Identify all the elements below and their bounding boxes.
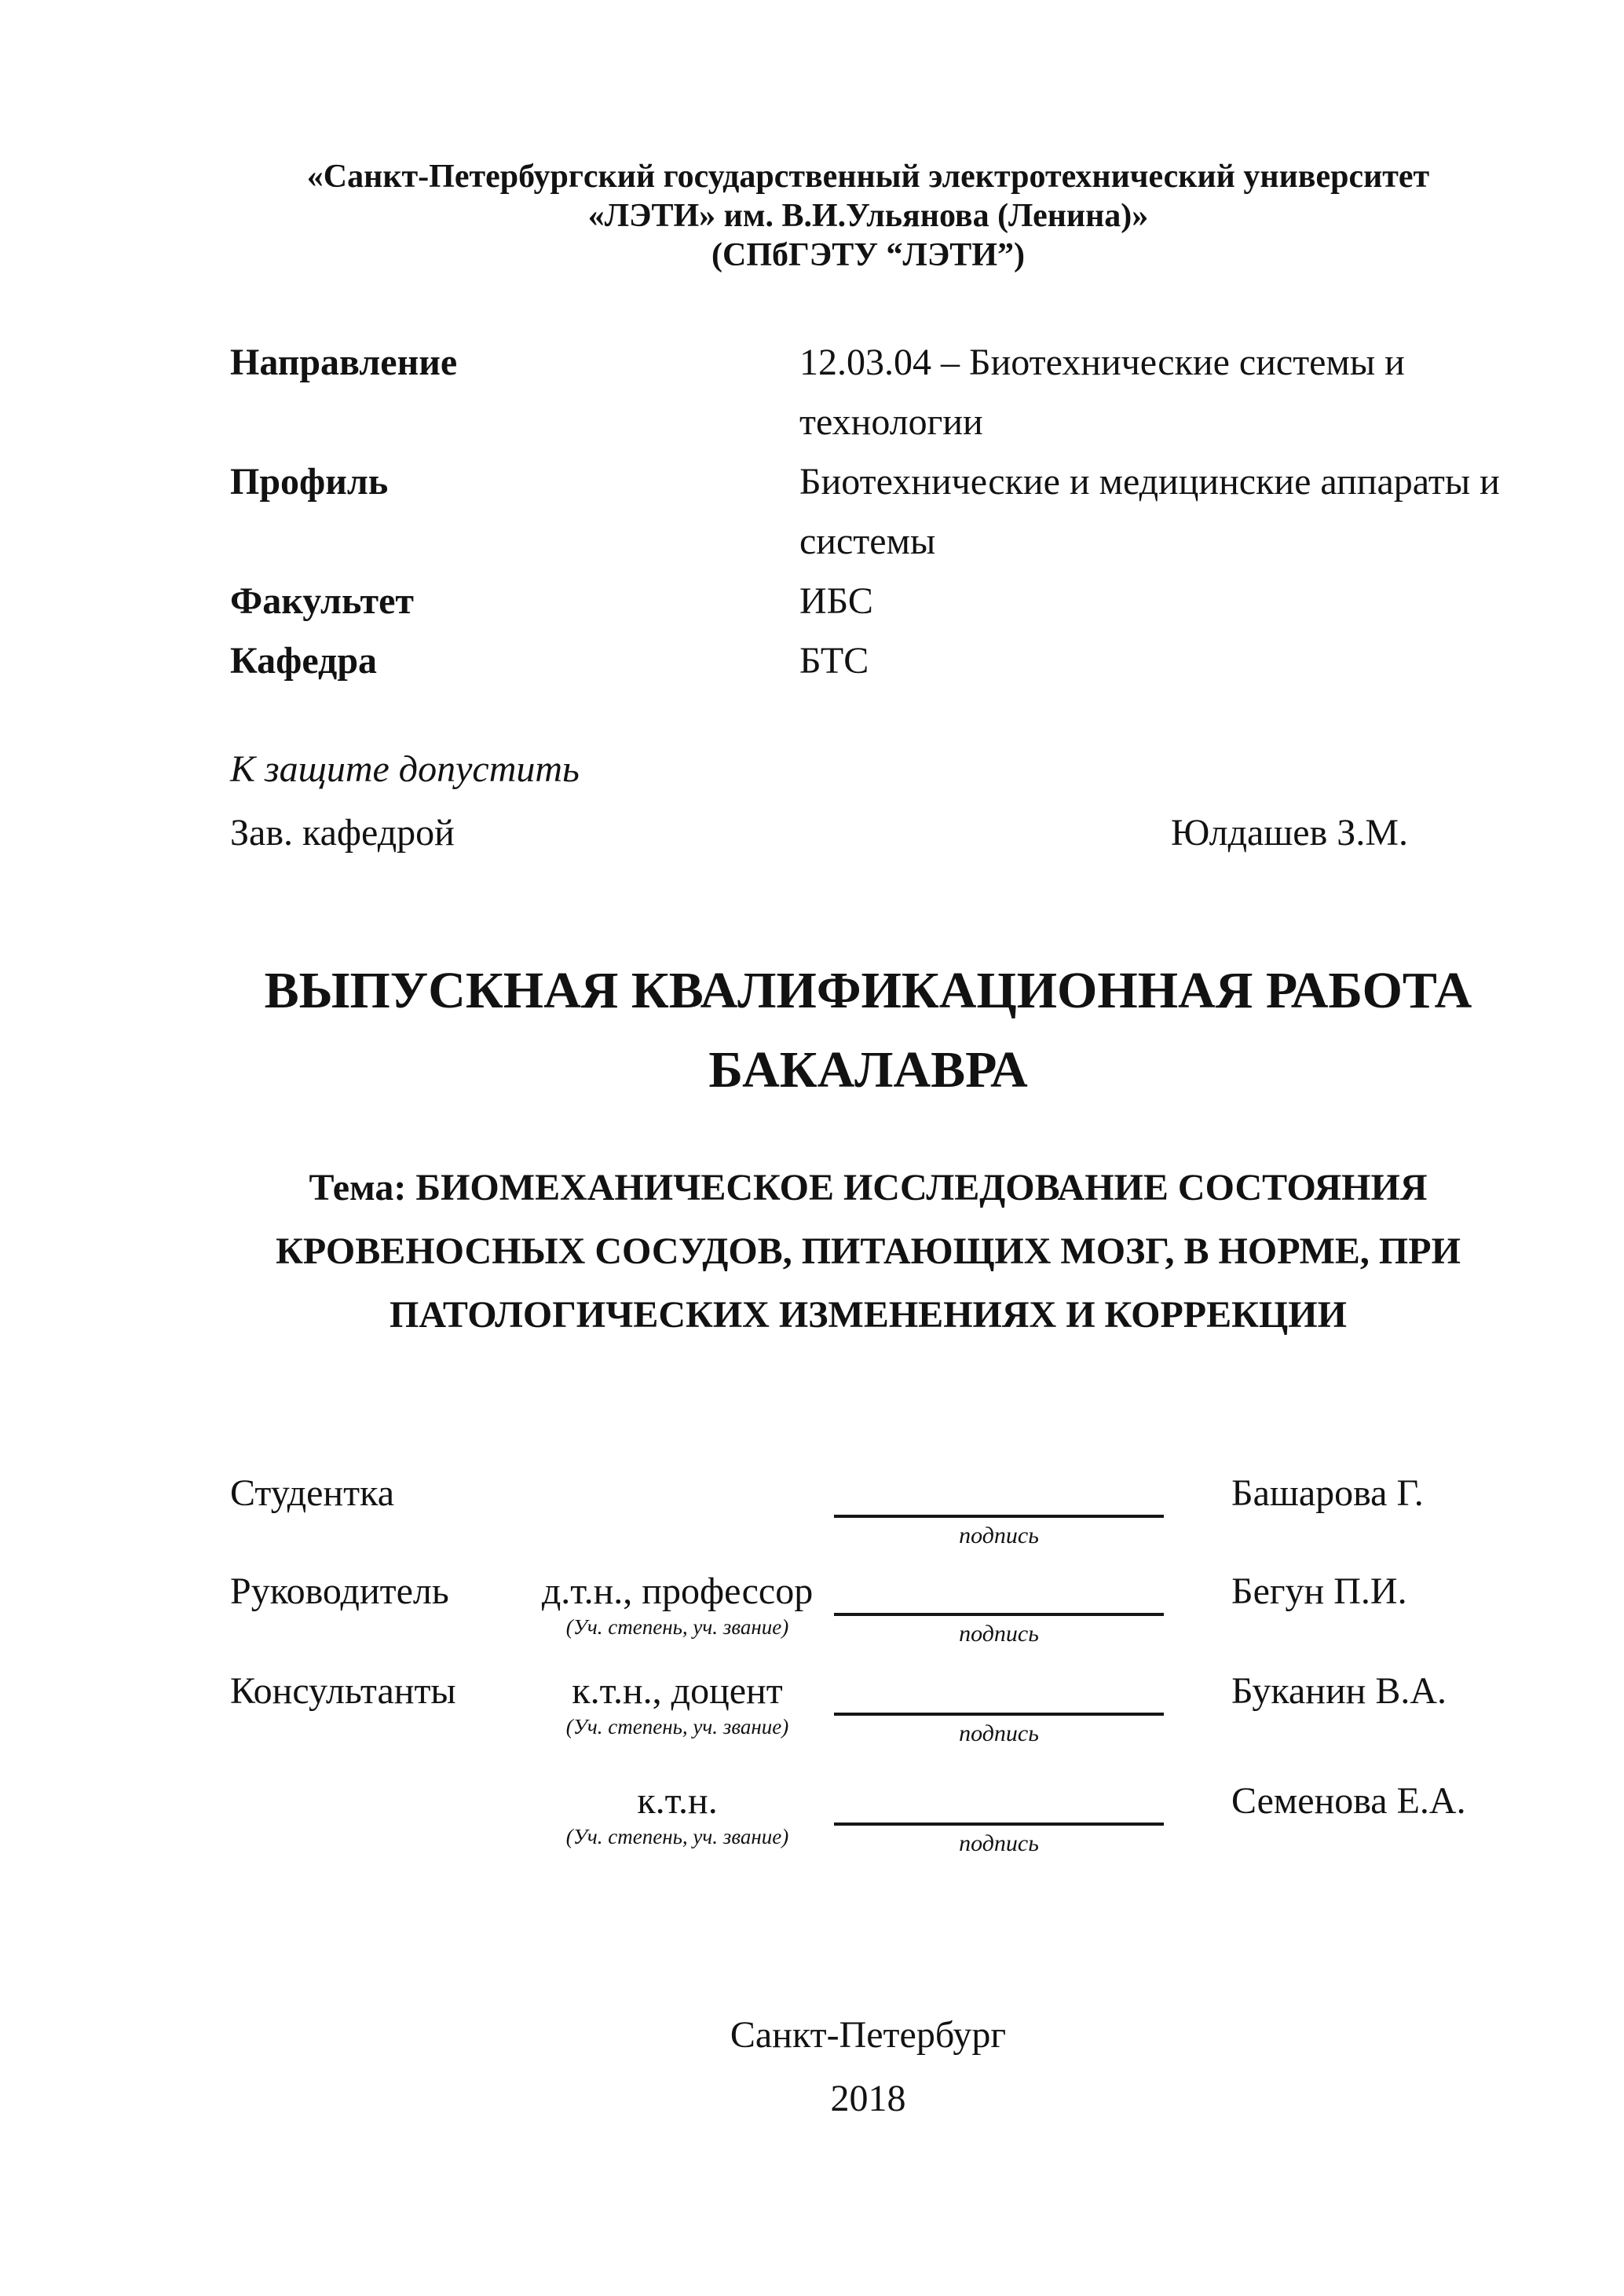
page-title bbox=[230, 951, 1506, 1110]
university-abbreviation-line: (СПбГЭТУ “ЛЭТИ”) bbox=[711, 237, 1025, 273]
student-degree-cell bbox=[521, 1472, 834, 1549]
admission-permit-line: К защите допустить bbox=[230, 748, 580, 790]
signature-row-consultant-2 bbox=[230, 1779, 1506, 1857]
degree-caption: (Уч. степень, уч. звание) bbox=[565, 1825, 789, 1848]
city: Санкт-Петербург bbox=[730, 2014, 1007, 2056]
student-signature-cell bbox=[834, 1472, 1164, 1549]
signature-row-supervisor bbox=[230, 1570, 1506, 1647]
university-header bbox=[230, 157, 1506, 275]
department-head-row bbox=[230, 801, 1506, 865]
degree-text: к.т.н. bbox=[637, 1780, 718, 1822]
signature-line bbox=[834, 1472, 1164, 1518]
year: 2018 bbox=[830, 2078, 906, 2119]
program-info-table bbox=[230, 333, 1506, 691]
supervisor-degree-cell bbox=[521, 1570, 834, 1647]
signature-caption: подпись bbox=[959, 1621, 1039, 1647]
profile-label: Профиль bbox=[230, 461, 389, 503]
consultant-2-degree-cell bbox=[521, 1779, 834, 1857]
signature-caption: подпись bbox=[959, 1830, 1039, 1856]
student-name: Башарова Г. bbox=[1231, 1472, 1424, 1514]
supervisor-name: Бегун П.И. bbox=[1231, 1570, 1407, 1612]
theme-label: Тема: bbox=[309, 1167, 407, 1208]
direction-label: Направление bbox=[230, 342, 458, 383]
consultants-role-label: Консультанты bbox=[230, 1670, 456, 1712]
footer bbox=[230, 2003, 1506, 2130]
info-row-direction bbox=[230, 333, 1506, 452]
department-value: БТС bbox=[799, 640, 869, 682]
info-row-faculty bbox=[230, 572, 1506, 631]
thesis-theme bbox=[230, 1156, 1506, 1347]
department-head-role: Зав. кафедрой bbox=[230, 812, 455, 854]
signature-row-consultant-1 bbox=[230, 1669, 1506, 1747]
university-name-line: «Санкт-Петербургский государственный электротехнический университет bbox=[306, 159, 1430, 195]
signature-caption: подпись bbox=[959, 1523, 1039, 1548]
degree-caption: (Уч. степень, уч. звание) bbox=[565, 1615, 789, 1639]
signature-line bbox=[834, 1779, 1164, 1826]
university-name-line: «ЛЭТИ» им. В.И.Ульянова (Ленина)» bbox=[587, 198, 1149, 234]
signature-row-student bbox=[230, 1472, 1506, 1549]
admission-block bbox=[230, 737, 1506, 865]
consultant-1-signature-cell bbox=[834, 1669, 1164, 1747]
department-label: Кафедра bbox=[230, 640, 378, 682]
degree-text: к.т.н., доцент bbox=[572, 1670, 783, 1712]
signature-line bbox=[834, 1669, 1164, 1716]
info-row-profile bbox=[230, 452, 1506, 572]
theme-text: БИОМЕХАНИЧЕСКОЕ ИССЛЕДОВАНИЕ СОСТОЯНИЯ КРОВЕНОСНЫХ СОСУДОВ, ПИТАЮЩИХ МОЗГ, В НОРМЕ, ПРИ ПАТОЛОГИЧЕСКИХ ИЗМЕНЕНИЯХ И КОРРЕКЦИИ bbox=[276, 1167, 1461, 1336]
faculty-value: ИБС bbox=[799, 580, 873, 622]
consultant-2-name: Семенова Е.А. bbox=[1231, 1780, 1466, 1822]
direction-value: 12.03.04 – Биотехнические системы и технологии bbox=[799, 342, 1405, 443]
student-role-label: Студентка bbox=[230, 1472, 394, 1514]
supervisor-signature-cell bbox=[834, 1570, 1164, 1647]
page-title-line: ВЫПУСКНАЯ КВАЛИФИКАЦИОННАЯ РАБОТА bbox=[264, 962, 1472, 1019]
consultant-2-signature-cell bbox=[834, 1779, 1164, 1857]
signature-line bbox=[834, 1570, 1164, 1616]
consultant-1-name: Буканин В.А. bbox=[1231, 1670, 1447, 1712]
supervisor-role-label: Руководитель bbox=[230, 1570, 449, 1612]
consultant-1-degree-cell bbox=[521, 1669, 834, 1747]
department-head-name: Юлдашев З.М. bbox=[1170, 812, 1408, 854]
signature-caption: подпись bbox=[959, 1720, 1039, 1746]
degree-caption: (Уч. степень, уч. звание) bbox=[565, 1715, 789, 1738]
faculty-label: Факультет bbox=[230, 580, 414, 622]
info-row-department bbox=[230, 631, 1506, 691]
page-title-line: БАКАЛАВРА bbox=[708, 1041, 1028, 1099]
profile-value: Биотехнические и медицинские аппараты и системы bbox=[799, 461, 1500, 562]
empty-role-label bbox=[230, 1779, 521, 1857]
degree-text: д.т.н., профессор bbox=[541, 1570, 814, 1612]
